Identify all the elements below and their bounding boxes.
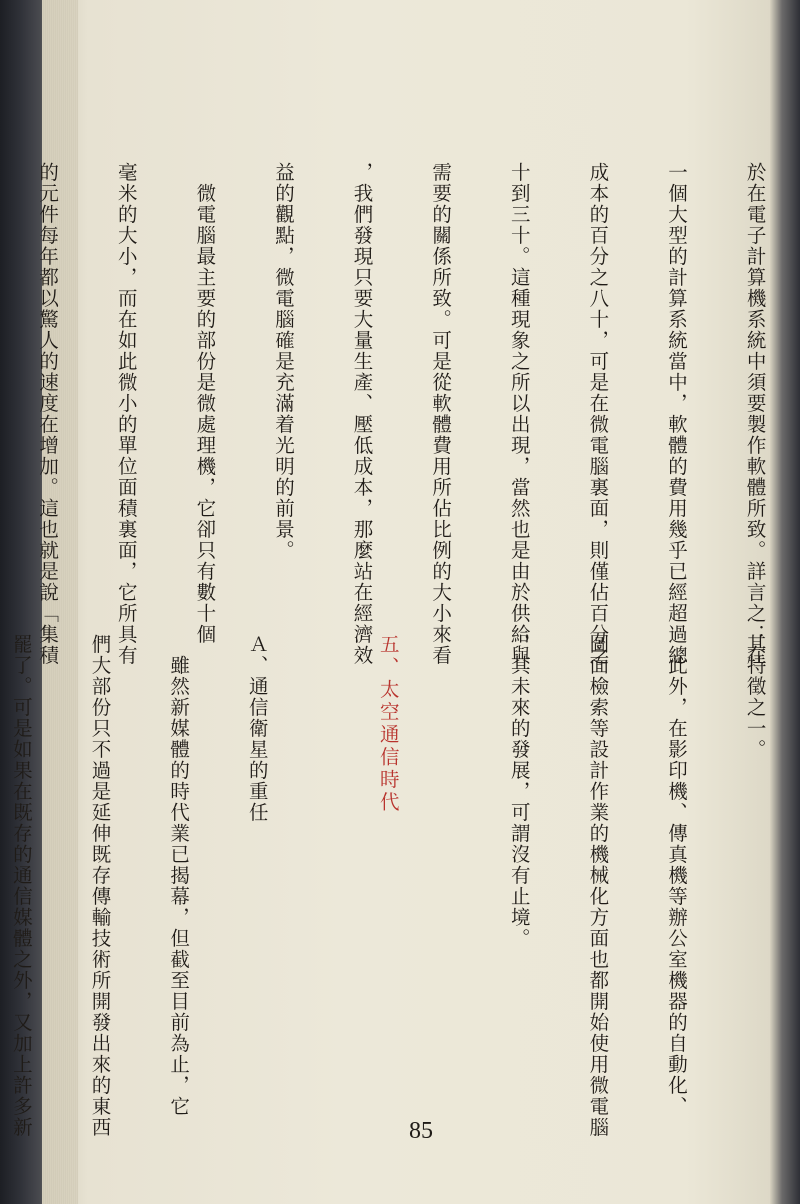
text-column: 需要的關係所致。可是從軟體費用所佔比例的大小來看	[429, 162, 453, 666]
text-column: 們大部份只不過是延伸既存傳輸技術所開發出來的東西	[88, 634, 112, 1138]
book-page	[9, 0, 800, 1204]
text-column: ，我們發現只要大量生產、壓低成本，那麼站在經濟效	[350, 162, 374, 666]
text-column: 其特徵之一。	[743, 634, 767, 760]
text-column: 十到三十。這種現象之所以出現，當然也是由於供給與	[507, 162, 531, 666]
text-block-top	[36, 162, 800, 666]
section-heading: 五、太空通信時代	[376, 634, 400, 814]
text-column: 此外，在影印機、傳真機等辦公室機器的自動化、	[664, 634, 688, 1117]
text-column: 微電腦最主要的部份是微處理機，它卻只有數十個	[193, 162, 217, 645]
subsection-heading: Ａ、通信衛星的重任	[245, 634, 269, 823]
text-column: 益的觀點，微電腦確是充滿着光明的前景。	[271, 162, 295, 561]
book-cover-edge	[770, 0, 800, 1204]
text-column: 毫米的大小，而在如此微小的單位面積裏面，它所具有	[114, 162, 138, 666]
text-column: 的元件每年都以驚人的速度在增加。這也就是說「集積	[36, 162, 60, 666]
text-column: 成本的百分之八十，可是在微電腦裏面，則僅佔百分之	[586, 162, 610, 666]
text-column: 一個大型的計算系統當中，軟體的費用幾乎已經超過總	[664, 162, 688, 666]
text-column: 罷了。可是如果在既存的通信媒體之外，又加上許多新	[9, 634, 33, 1138]
text-column: 雖然新媒體的時代業已揭幕，但截至目前為止，它	[167, 634, 191, 1117]
text-column: 圖面檢索等設計作業的機械化方面也都開始使用微電腦	[586, 634, 610, 1138]
text-column: ，其未來的發展，可謂沒有止境。	[507, 634, 531, 949]
text-column: 於在電子計算機系統中須要製作軟體所致。詳言之：在	[743, 162, 767, 666]
page-number: 85	[409, 1118, 433, 1144]
